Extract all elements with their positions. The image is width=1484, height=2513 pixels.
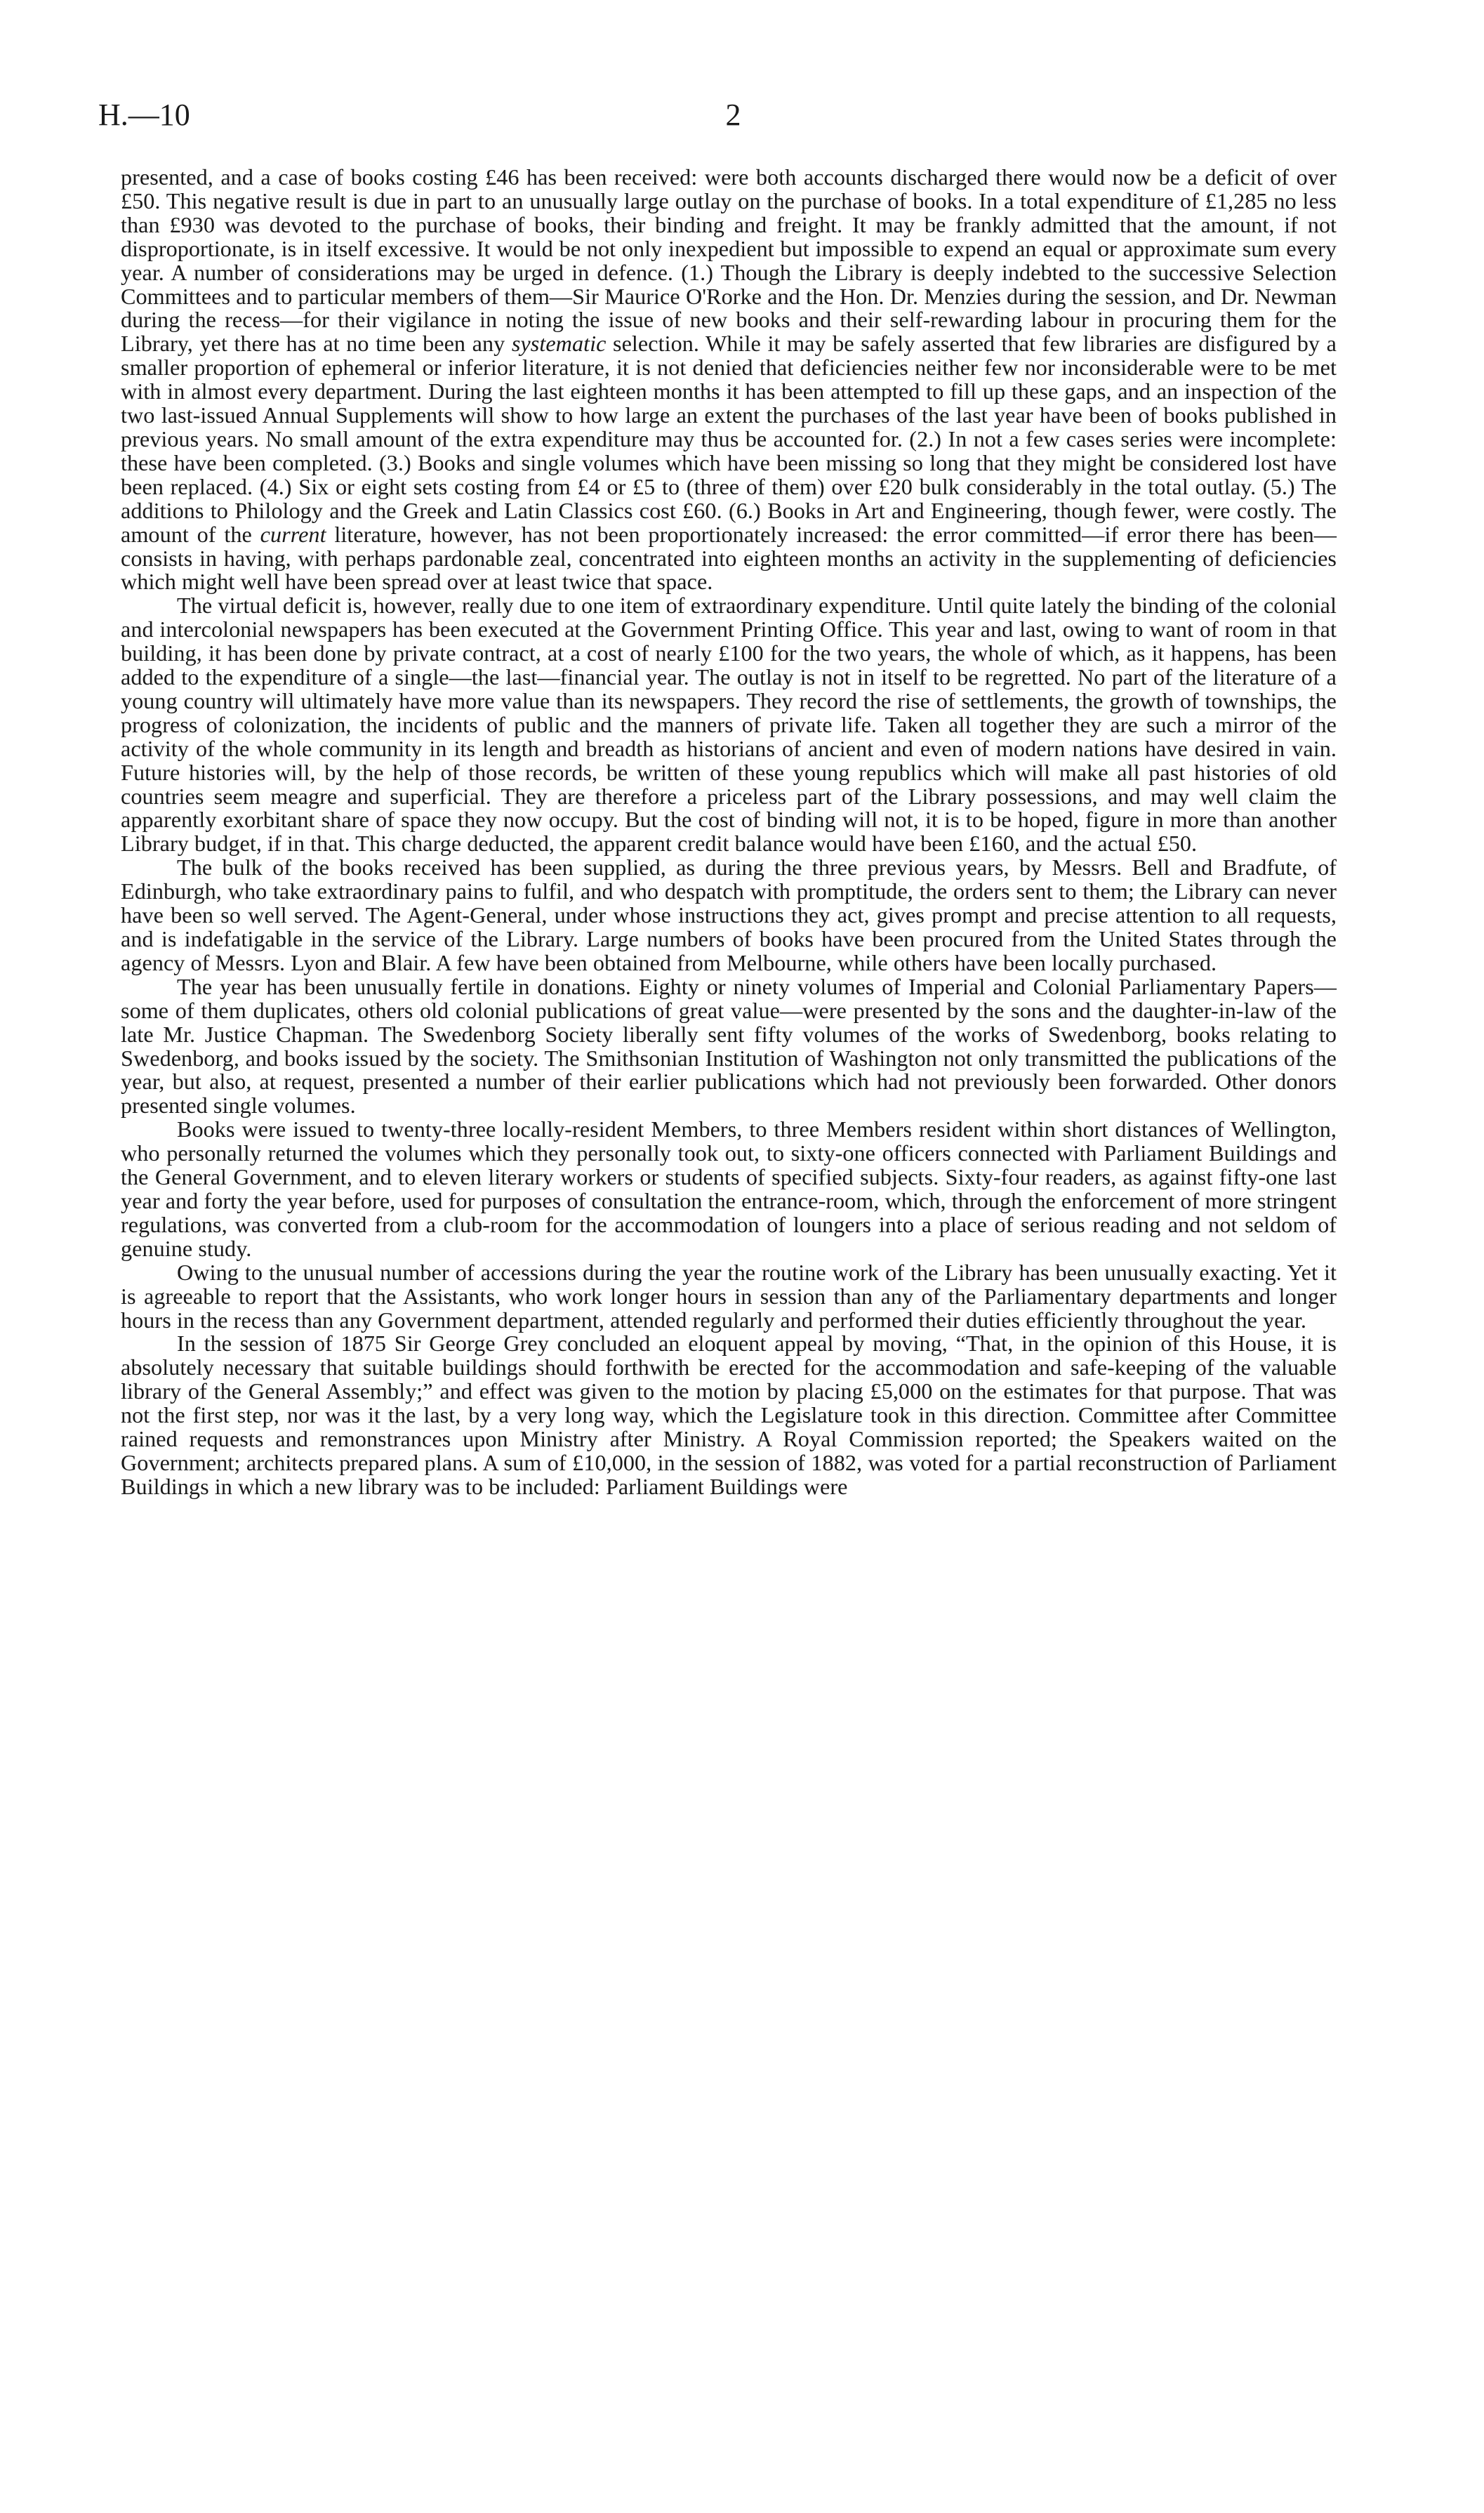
- paragraph-assistants: Owing to the unusual number of accessions during the year the routine work of the Library has been unusually exacting. Yet it is agreeable to report that the Assistants, who work longer hours in session than any of the Parliamentary departments and longer hours in the recess than any Government department, attended regularly and performed their duties efficiently throughout the year.: [121, 1259, 1337, 1333]
- paragraph-book-suppliers: The bulk of the books received has been supplied, as during the three previous years, by Messrs. Bell and Bradfute, of Edinburgh, who take extraordinary pains to fulfil, and who despatch with promptitude, the orders sent to them; the Library can never have been so well served. The Agent-General, under whose instructions they act, gives prompt and precise attention to all requests, and is indefatigable in the service of the Library. Large numbers of books have been procured from the United States through the agency of Messrs. Lyon and Blair. A few have been obtained from Melbourne, while others have been locally purchased.: [121, 855, 1337, 975]
- paragraph-book-issues: Books were issued to twenty-three locally-resident Members, to three Members resident within short distances of Wellington, who personally returned the volumes which they personally took out, to sixty-one officers connected with Parliament Buildings and the General Government, and to eleven literary workers or students of specified subjects. Sixty-four readers, as against fifty-one last year and forty the year before, used for purposes of consultation the entrance-room, which, through the enforcement of more stringent regulations, was converted from a club-room for the accommodation of loungers into a place of serious reading and not seldom of genuine study.: [121, 1116, 1337, 1261]
- paragraph-text: selection. While it may be safely asserted that few libraries are disfigured by a smaller proportion of ephemeral or inferior literature, it is not denied that deficiencies neither few nor inconsiderable were to be met with in almost every department. During the last eighteen months it has been attempted to fill up these gaps, and an inspection of the two last-issued Annual Supplements will show to how large an extent the purchases of the last year have been of books published in previous years. No small amount of the extra expenditure may thus be accounted for. (2.) In not a few cases series were incomplete: these have been completed. (3.) Books and single volumes which have been missing so long that they might be considered lost have been replaced. (4.) Six or eight sets costing from £4 or £5 to (three of them) over £20 bulk considerably in the total outlay. (5.) The additions to Philology and the Greek and Latin Classics cost £60. (6.) Books in Art and Engineering, though fewer, were costly. The amount of the: [121, 331, 1337, 547]
- page-header: [98, 97, 1368, 139]
- paragraph-text: literature, however, has not been proportionately increased: the error committed—if error there has been—consists in having, with perhaps pardonable zeal, concentrated into eighteen months an activity in the supplementing of deficiencies which might well have been spread over at least twice that space.: [121, 521, 1337, 595]
- document-reference: H.—10: [98, 98, 190, 132]
- page-number: 2: [725, 98, 741, 132]
- emphasis-text: systematic: [511, 331, 607, 357]
- paragraph-newspaper-binding: The virtual deficit is, however, really due to one item of extraordinary expenditure. Until quite lately the binding of the colonial and intercolonial newspapers has been executed at the Government Printing Office. This year and last, owing to want of room in that building, it has been done by private contract, at a cost of nearly £100 for the two years, the whole of which, as it happens, has been added to the expenditure of a single—the last—financial year. The outlay is not in itself to be regretted. No part of the literature of a young country will ultimately have more value than its newspapers. They record the rise of settlements, the growth of townships, the progress of colonization, the incidents of public and the manners of private life. Taken all together they are such a mirror of the activity of the whole community in its length and breadth as historians of ancient and even of modern nations have desired in vain. Future histories will, by the help of those records, be written of these young republics which will make all past histories of old countries seem meagre and superficial. They are therefore a priceless part of the Library possessions, and may well claim the apparently exorbitant share of space they now occupy. But the cost of binding will not, it is to be hoped, figure in more than another Library budget, if in that. This charge deducted, the apparent credit balance would have been £160, and the actual £50.: [121, 593, 1337, 857]
- paragraph-book-expenditure: [121, 166, 1337, 594]
- paragraph-donations: The year has been unusually fertile in donations. Eighty or ninety volumes of Imperial and Colonial Parliamentary Papers—some of them duplicates, others old colonial publications of great value—were presented by the sons and the daughter-in-law of the late Mr. Justice Chapman. The Swedenborg Society liberally sent fifty volumes of the works of Swedenborg, books relating to Swedenborg, and books issued by the society. The Smithsonian Institution of Washington not only transmitted the publications of the year, but also, at request, presented a number of their earlier publications which had not previously been forwarded. Other donors presented single volumes.: [121, 973, 1337, 1119]
- emphasis-text: current: [260, 521, 326, 547]
- paragraph-library-buildings: In the session of 1875 Sir George Grey concluded an eloquent appeal by moving, “That, in the opinion of this House, it is absolutely necessary that suitable buildings should forthwith be erected for the accommodation and safe-keeping of the valuable library of the General Assembly;” and effect was given to the motion by placing £5,000 on the estimates for that purpose. That was not the first step, nor was it the last, by a very long way, which the Legislature took in this direction. Committee after Committee rained requests and remonstrances upon Ministry after Ministry. A Royal Commission reported; the Speakers waited on the Government; architects prepared plans. A sum of £10,000, in the session of 1882, was voted for a partial reconstruction of Parliament Buildings in which a new library was to be included: Parliament Buildings were: [121, 1331, 1337, 1499]
- report-body: [121, 166, 1337, 1499]
- paragraph-text: presented, and a case of books costing £46 has been received: were both accounts discharged there would now be a deficit of over £50. This negative result is due in part to an unusually large outlay on the purchase of books. In a total expenditure of £1,285 no less than £930 was devoted to the purchase of books, their binding and freight. It may be frankly admitted that the amount, if not disproportionate, is in itself excessive. It would be not only inexpedient but impossible to expend an equal or approximate sum every year. A number of considerations may be urged in defence. (1.) Though the Library is deeply indebted to the successive Selection Committees and to particular members of them—Sir Maurice O'Rorke and the Hon. Dr. Menzies during the session, and Dr. Newman during the recess—for their vigilance in noting the issue of new books and their self-rewarding labour in procuring them for the Library, yet there has at no time been any: [121, 164, 1337, 357]
